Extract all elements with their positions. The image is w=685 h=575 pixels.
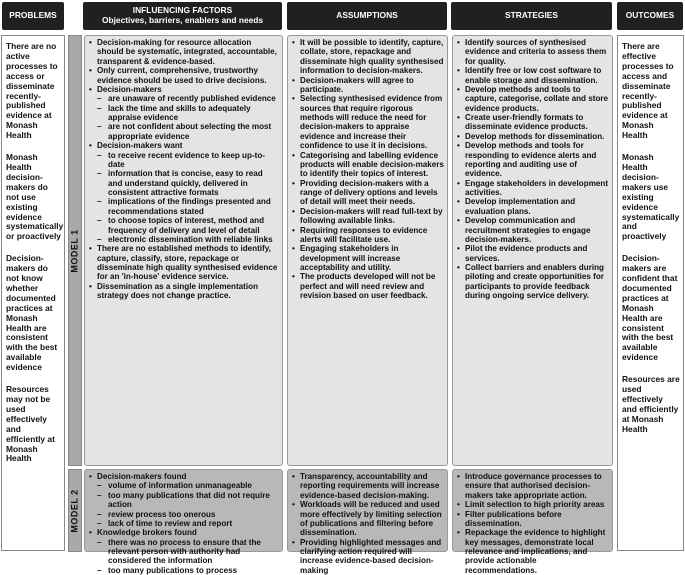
sub-bullet-item: – too many publications to process <box>89 566 279 575</box>
bullet-item: • Develop communication and recruitment strategies to engage decision-makers. <box>457 216 609 244</box>
sub-bullet-item: – are unaware of recently published evidence <box>89 94 279 103</box>
bullet-item: • Introduce governance processes to ensure that authorised decision-makers take appropriate action. <box>457 472 609 500</box>
bullet-item: • Repackage the evidence to highlight key messages, demonstrate local relevance and implications, and provide actionable recommendations. <box>457 528 609 575</box>
assumptions-model-2 <box>287 469 448 575</box>
header-assumptions: ASSUMPTIONS <box>287 2 447 30</box>
outcome-item: There are effective processes to access and disseminate recently-published evidence at Monash Health <box>622 41 674 141</box>
bullet-item: • It will be possible to identify, capture, collate, store, repackage and disseminate high quality synthesised information to decision-makers. <box>292 38 444 76</box>
header-influencing-factors: INFLUENCING FACTORS Objectives, barriers, enablers and needs <box>83 2 282 30</box>
bullet-item: • Pilot the evidence products and services. <box>457 244 609 263</box>
bullet-item: • Filter publications before dissemination. <box>457 510 609 529</box>
bullet-item: • Identify sources of synthesised evidence and criteria to assess them for quality. <box>457 38 609 66</box>
factors-model-1 <box>84 35 283 466</box>
bullet-item: • The products developed will not be perfect and will need review and revision based on user feedback. <box>292 272 444 300</box>
bullet-item: • Knowledge brokers found <box>89 528 279 537</box>
sub-bullet-item: – there was no process to ensure that the relevant person with authority had considered the information <box>89 538 279 566</box>
bullet-item: • Engaging stakeholders in development will increase acceptability and utility. <box>292 244 444 272</box>
sub-bullet-item: – review process too onerous <box>89 510 279 519</box>
outcome-item: Decision-makers are confident that documented practices at Monash Health are consistent with the best available evidence <box>622 253 678 363</box>
sub-bullet-item: – electronic dissemination with reliable links <box>89 235 279 244</box>
bullet-item: • Decision-making for resource allocation should be systematic, integrated, accountable, transparent & evidence-based. <box>89 38 279 66</box>
outcomes-column <box>617 35 684 551</box>
problem-item: There are no active processes to access or disseminate recently-published evidence at Monash Health <box>6 41 58 141</box>
factors-model-2 <box>84 469 283 575</box>
outcome-item: Monash Health decision-makers use existing evidence systematically and proactively <box>622 152 680 242</box>
problem-item: Monash Health decision-makers do not use existing evidence systematically or proactively <box>6 152 64 242</box>
bullet-item: • Engage stakeholders in development activities. <box>457 179 609 198</box>
sub-bullet-item: – to receive recent evidence to keep up-to-date <box>89 151 279 170</box>
bullet-item: • Decision-makers will agree to participate. <box>292 76 444 95</box>
header-problems: PROBLEMS <box>2 2 64 30</box>
header-outcomes: OUTCOMES <box>617 2 683 30</box>
bullet-item: • Only current, comprehensive, trustworthy evidence should be used to drive decisions. <box>89 66 279 85</box>
bullet-item: • Decision-makers <box>89 85 279 94</box>
sub-bullet-item: – information that is concise, easy to read and understand quickly, delivered in consistent attractive formats <box>89 169 279 197</box>
sub-bullet-item: – are not confident about selecting the most appropriate evidence <box>89 122 279 141</box>
bullet-item: • Develop methods for dissemination. <box>457 132 609 141</box>
bullet-item: • There are no established methods to identify, capture, classify, store, repackage or disseminate high quality synthesised evidence for an 'in-house' evidence service. <box>89 244 279 282</box>
problem-item: Decision-makers do not know whether documented practices at Monash Health are consistent with the best available evidence <box>6 253 58 373</box>
sub-bullet-item: – to choose topics of interest, method and frequency of delivery and level of detail <box>89 216 279 235</box>
bullet-item: • Providing decision-makers with a range of delivery options and levels of detail will meet their needs. <box>292 179 444 207</box>
model-2-label: MODEL 2 <box>68 469 82 552</box>
bullet-item: • Workloads will be reduced and used more effectively by limiting selection of publications and filtering before dissemination. <box>292 500 444 538</box>
outcome-item: Resources are used effectively and efficiently at Monash Health <box>622 374 680 434</box>
sub-bullet-item: – volume of information unmanageable <box>89 481 279 490</box>
bullet-item: • Decision-makers will read full-text by following available links. <box>292 207 444 226</box>
sub-bullet-item: – too many publications that did not require action <box>89 491 279 510</box>
bullet-item: • Decision-makers found <box>89 472 279 481</box>
bullet-item: • Collect barriers and enablers during piloting and create opportunities for participants to provide feedback during ongoing service delivery. <box>457 263 609 301</box>
bullet-item: • Dissemination as a single implementation strategy does not change practice. <box>89 282 279 301</box>
strategies-model-1 <box>452 35 613 466</box>
sub-bullet-item: – lack the time and skills to adequately appraise evidence <box>89 104 279 123</box>
bullet-item: • Limit selection to high priority areas <box>457 500 609 509</box>
bullet-item: • Develop implementation and evaluation plans. <box>457 197 609 216</box>
header-strategies: STRATEGIES <box>451 2 612 30</box>
problem-item: Resources may not be used effectively and efficiently at Monash Health <box>6 384 55 464</box>
bullet-item: • Create user-friendly formats to disseminate evidence products. <box>457 113 609 132</box>
bullet-item: • Identify free or low cost software to enable storage and dissemination. <box>457 66 609 85</box>
bullet-item: • Develop methods and tools for responding to evidence alerts and reporting and auditing use of evidence. <box>457 141 609 179</box>
problems-column <box>1 35 65 551</box>
sub-bullet-item: – lack of time to review and report <box>89 519 279 528</box>
model-1-label: MODEL 1 <box>68 35 82 466</box>
bullet-item: • Providing highlighted messages and clarifying action required will increase evidence-based decision-making <box>292 538 444 575</box>
bullet-item: • Requiring responses to evidence alerts will facilitate use. <box>292 226 444 245</box>
sub-bullet-item: – implications of the findings presented and recommendations stated <box>89 197 279 216</box>
assumptions-model-1 <box>287 35 448 466</box>
bullet-item: • Develop methods and tools to capture, categorise, collate and store evidence products. <box>457 85 609 113</box>
bullet-item: • Categorising and labelling evidence products will enable decision-makers to identify their topics of interest. <box>292 151 444 179</box>
bullet-item: • Transparency, accountability and reporting requirements will increase evidence-based decision-making. <box>292 472 444 500</box>
strategies-model-2 <box>452 469 613 575</box>
bullet-item: • Selecting synthesised evidence from sources that require rigorous methods will reduce the need for decision-makers to appraise evidence and increase their confidence to use it in decisions. <box>292 94 444 150</box>
bullet-item: • Decision-makers want <box>89 141 279 150</box>
